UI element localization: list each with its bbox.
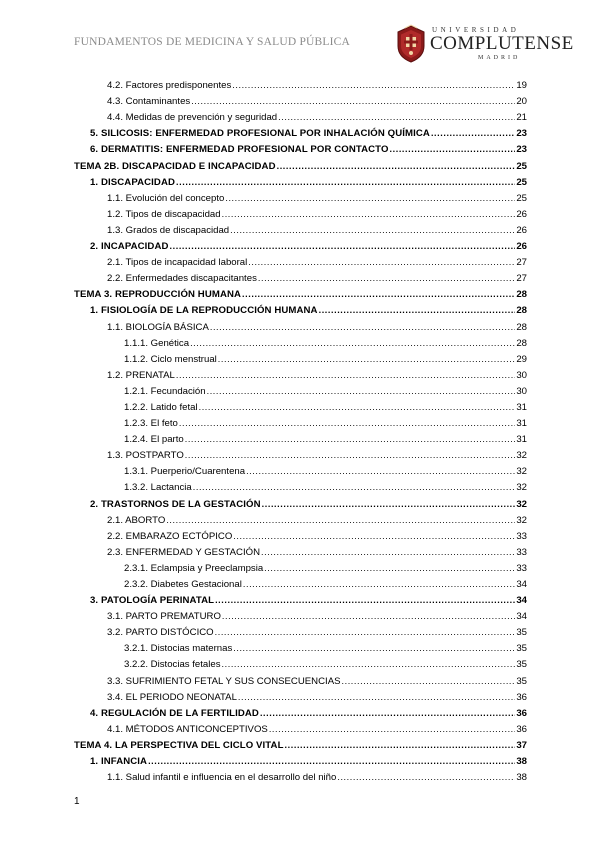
toc-leader-dots	[199, 402, 516, 413]
toc-entry-page: 30	[516, 369, 527, 381]
toc-entry-page: 38	[516, 772, 527, 784]
toc-leader-dots	[222, 209, 516, 220]
toc-entry-label: 1.1.2. Ciclo menstrual	[124, 353, 217, 365]
toc-entry[interactable]	[74, 236, 527, 252]
toc-entry-page: 25	[516, 176, 527, 188]
toc-entry[interactable]	[74, 365, 527, 381]
toc-entry-label: 3.4. EL PERIODO NEONATAL	[107, 691, 237, 703]
toc-entry-label: 1.2.1. Fecundación	[124, 385, 206, 397]
toc-entry-label: 4.1. MÉTODOS ANTICONCEPTIVOS	[107, 723, 268, 735]
toc-entry[interactable]	[74, 139, 527, 155]
toc-entry-page: 28	[516, 289, 527, 301]
toc-leader-dots	[342, 676, 516, 687]
toc-entry[interactable]	[74, 284, 527, 300]
logo-bottom-text: MADRID	[478, 55, 521, 61]
toc-entry-page: 27	[516, 257, 527, 269]
toc-entry-page: 32	[516, 450, 527, 462]
toc-entry-label: 1.2. PRENATAL	[107, 369, 175, 381]
toc-entry-label: 3.1. PARTO PREMATURO	[107, 611, 221, 623]
toc-entry[interactable]	[74, 349, 527, 365]
toc-leader-dots	[233, 531, 515, 542]
university-seal-icon	[394, 24, 428, 64]
toc-leader-dots	[176, 177, 515, 188]
toc-entry[interactable]	[74, 381, 527, 397]
toc-entry[interactable]	[74, 558, 527, 574]
toc-entry-page: 35	[516, 627, 527, 639]
logo-top-text: UNIVERSIDAD	[432, 26, 520, 34]
logo-main-text: COMPLUTENSE	[430, 33, 574, 54]
toc-entry-label: 1.3. POSTPARTO	[107, 450, 184, 462]
toc-leader-dots	[207, 386, 516, 397]
toc-entry[interactable]	[74, 188, 527, 204]
toc-leader-dots	[285, 740, 516, 751]
toc-entry-page: 26	[516, 208, 527, 220]
toc-entry[interactable]	[74, 155, 527, 171]
toc-entry-label: 3.3. SUFRIMIENTO FETAL Y SUS CONSECUENCIAS	[107, 675, 341, 687]
toc-entry-page: 33	[516, 546, 527, 558]
toc-entry-label: 1. DISCAPACIDAD	[90, 176, 176, 188]
toc-leader-dots	[242, 289, 515, 300]
toc-leader-dots	[278, 112, 515, 123]
toc-entry-page: 28	[516, 321, 527, 333]
toc-leader-dots	[262, 499, 516, 510]
toc-entry[interactable]	[74, 767, 527, 783]
toc-entry-page: 36	[516, 707, 527, 719]
toc-entry-page: 28	[516, 305, 527, 317]
toc-entry[interactable]	[74, 316, 527, 332]
toc-entry-label: 2.2. Enfermedades discapacitantes	[107, 273, 257, 285]
toc-entry[interactable]	[74, 91, 527, 107]
toc-entry-page: 35	[516, 659, 527, 671]
toc-entry-label: 1.1. BIOLOGÍA BÁSICA	[107, 321, 209, 333]
page-number: 1	[74, 796, 80, 807]
toc-entry-page: 32	[516, 498, 527, 510]
toc-entry[interactable]	[74, 751, 527, 767]
toc-leader-dots	[185, 450, 516, 461]
toc-entry-label: TEMA 4. LA PERSPECTIVA DEL CICLO VITAL	[74, 739, 284, 751]
toc-leader-dots	[190, 338, 515, 349]
toc-entry[interactable]	[74, 574, 527, 590]
toc-entry[interactable]	[74, 638, 527, 654]
toc-entry-label: 4. REGULACIÓN DE LA FERTILIDAD	[90, 707, 259, 719]
toc-entry-label: 6. DERMATITIS: ENFERMEDAD PROFESIONAL POR CONTACTO	[90, 144, 389, 156]
toc-leader-dots	[191, 96, 515, 107]
toc-leader-dots	[261, 547, 515, 558]
toc-entry-page: 29	[516, 353, 527, 365]
toc-entry[interactable]	[74, 300, 527, 316]
toc-entry[interactable]	[74, 107, 527, 123]
toc-entry-page: 35	[516, 675, 527, 687]
toc-leader-dots	[337, 772, 515, 783]
toc-entry-page: 33	[516, 562, 527, 574]
toc-entry-page: 28	[516, 337, 527, 349]
toc-entry-page: 20	[516, 96, 527, 108]
toc-leader-dots	[176, 370, 515, 381]
toc-entry[interactable]	[74, 268, 527, 284]
toc-entry[interactable]	[74, 703, 527, 719]
toc-entry-page: 35	[516, 643, 527, 655]
toc-entry-label: 3.2. PARTO DISTÓCICO	[107, 627, 214, 639]
toc-leader-dots	[258, 273, 515, 284]
toc-entry[interactable]	[74, 477, 527, 493]
toc-entry[interactable]	[74, 687, 527, 703]
toc-entry[interactable]	[74, 123, 527, 139]
toc-entry[interactable]	[74, 526, 527, 542]
toc-leader-dots	[222, 611, 515, 622]
toc-entry-label: TEMA 3. REPRODUCCIÓN HUMANA	[74, 289, 242, 301]
toc-entry[interactable]	[74, 735, 527, 751]
toc-entry-label: 1.3. Grados de discapacidad	[107, 224, 230, 236]
toc-entry[interactable]	[74, 461, 527, 477]
toc-leader-dots	[230, 225, 515, 236]
toc-entry-page: 34	[516, 579, 527, 590]
toc-leader-dots	[215, 627, 516, 638]
toc-entry-page: 31	[516, 434, 527, 446]
toc-entry-label: 5. SILICOSIS: ENFERMEDAD PROFESIONAL POR INHALACIÓN QUÍMICA	[90, 128, 430, 140]
toc-leader-dots	[269, 724, 516, 735]
toc-entry-page: 30	[516, 385, 527, 397]
toc-entry-page: 23	[516, 128, 527, 140]
toc-entry-page: 26	[516, 241, 527, 253]
toc-leader-dots	[243, 579, 515, 590]
toc-entry-page: 36	[516, 723, 527, 735]
toc-entry[interactable]	[74, 670, 527, 686]
toc-entry[interactable]	[74, 654, 527, 670]
toc-leader-dots	[179, 418, 515, 429]
toc-entry-page: 31	[516, 418, 527, 430]
toc-entry-label: 1.3.2. Lactancia	[124, 482, 192, 494]
toc-entry-label: 3.2.2. Distocias fetales	[124, 659, 221, 671]
toc-entry[interactable]	[74, 204, 527, 220]
toc-leader-dots	[222, 659, 516, 670]
toc-entry-label: 1.3.1. Puerperio/Cuarentena	[124, 466, 246, 478]
toc-entry-label: 2. INCAPACIDAD	[90, 241, 169, 253]
toc-entry-label: TEMA 2B. DISCAPACIDAD E INCAPACIDAD	[74, 160, 276, 172]
toc-entry-page: 32	[516, 466, 527, 478]
toc-entry-label: 1.1. Salud infantil e influencia en el desarrollo del niño	[107, 772, 337, 784]
toc-leader-dots	[248, 257, 515, 268]
toc-entry-label: 2. TRASTORNOS DE LA GESTACIÓN	[90, 498, 261, 510]
toc-leader-dots	[277, 161, 516, 172]
toc-entry-page: 33	[516, 530, 527, 542]
toc-entry-label: 2.1. Tipos de incapacidad laboral	[107, 257, 248, 269]
toc-entry[interactable]	[74, 172, 527, 188]
toc-entry-page: 21	[516, 112, 527, 124]
toc-entry[interactable]	[74, 397, 527, 413]
toc-entry-page: 26	[516, 224, 527, 236]
university-logo	[394, 24, 574, 66]
toc-entry-label: 4.2. Factores predisponentes	[107, 80, 232, 92]
toc-entry[interactable]	[74, 606, 527, 622]
toc-entry-label: 4.3. Contaminantes	[107, 96, 191, 108]
toc-entry-label: 1.2. Tipos de discapacidad	[107, 208, 221, 220]
toc-entry-page: 19	[516, 80, 527, 92]
toc-entry[interactable]	[74, 75, 527, 91]
toc-entry-label: 4.4. Medidas de prevención y seguridad	[107, 112, 278, 124]
toc-leader-dots	[170, 241, 516, 252]
toc-leader-dots	[246, 466, 515, 477]
toc-leader-dots	[148, 756, 515, 767]
toc-entry[interactable]	[74, 510, 527, 526]
toc-entry[interactable]	[74, 429, 527, 445]
toc-leader-dots	[225, 193, 515, 204]
toc-entry[interactable]	[74, 622, 527, 638]
toc-entry-page: 32	[516, 514, 527, 526]
toc-entry-page: 27	[516, 273, 527, 285]
toc-entry[interactable]	[74, 445, 527, 461]
toc-leader-dots	[233, 643, 515, 654]
toc-leader-dots	[431, 128, 515, 139]
document-title: FUNDAMENTOS DE MEDICINA Y SALUD PÚBLICA	[74, 36, 351, 48]
toc-entry-page: 32	[516, 482, 527, 494]
toc-entry-label: 1.2.3. El feto	[124, 418, 178, 430]
toc-entry-page: 38	[516, 756, 527, 768]
toc-entry-label: 1.1. Evolución del concepto	[107, 192, 225, 204]
toc-leader-dots	[260, 708, 515, 719]
toc-leader-dots	[166, 515, 515, 526]
toc-leader-dots	[264, 563, 515, 574]
toc-entry[interactable]	[74, 333, 527, 349]
toc-entry-label: 1.1.1. Genética	[124, 337, 190, 349]
toc-entry-page: 37	[516, 739, 527, 751]
toc-entry-label: 3.2.1. Distocias maternas	[124, 643, 233, 655]
toc-entry-page: 34	[516, 595, 527, 607]
toc-entry-page: 36	[516, 691, 527, 703]
toc-entry-label: 1.2.2. Latido fetal	[124, 401, 198, 413]
toc-entry-label: 2.2. EMBARAZO ECTÓPICO	[107, 530, 233, 542]
toc-entry-page: 34	[516, 611, 527, 623]
toc-entry[interactable]	[74, 252, 527, 268]
toc-entry-page: 25	[516, 192, 527, 204]
toc-entry-label: 1. FISIOLOGÍA DE LA REPRODUCCIÓN HUMANA	[90, 305, 318, 317]
toc-entry-label: 1.2.4. El parto	[124, 434, 184, 446]
toc-entry-page: 25	[516, 160, 527, 172]
toc-entry-label: 1. INFANCIA	[90, 756, 148, 768]
toc-entry-label: 3. PATOLOGÍA PERINATAL	[90, 595, 215, 607]
toc-entry-label: 2.3.2. Diabetes Gestacional	[124, 579, 242, 590]
table-of-contents	[74, 75, 527, 783]
toc-leader-dots	[215, 595, 515, 606]
toc-entry-label: 2.1. ABORTO	[107, 514, 166, 526]
toc-entry-page: 23	[516, 144, 527, 156]
toc-leader-dots	[210, 322, 515, 333]
toc-entry[interactable]	[74, 493, 527, 509]
toc-leader-dots	[232, 80, 515, 91]
toc-leader-dots	[319, 305, 516, 316]
toc-entry[interactable]	[74, 413, 527, 429]
toc-entry[interactable]	[74, 220, 527, 236]
toc-entry[interactable]	[74, 542, 527, 558]
toc-leader-dots	[185, 434, 516, 445]
toc-entry-label: 2.3. ENFERMEDAD Y GESTACIÓN	[107, 546, 261, 558]
toc-leader-dots	[390, 144, 516, 155]
toc-leader-dots	[193, 482, 516, 493]
toc-entry[interactable]	[74, 719, 527, 735]
toc-entry-label: 2.3.1. Eclampsia y Preeclampsia	[124, 562, 264, 574]
toc-entry[interactable]	[74, 590, 527, 606]
toc-leader-dots	[238, 692, 515, 703]
toc-leader-dots	[218, 354, 516, 365]
toc-entry-page: 31	[516, 401, 527, 413]
